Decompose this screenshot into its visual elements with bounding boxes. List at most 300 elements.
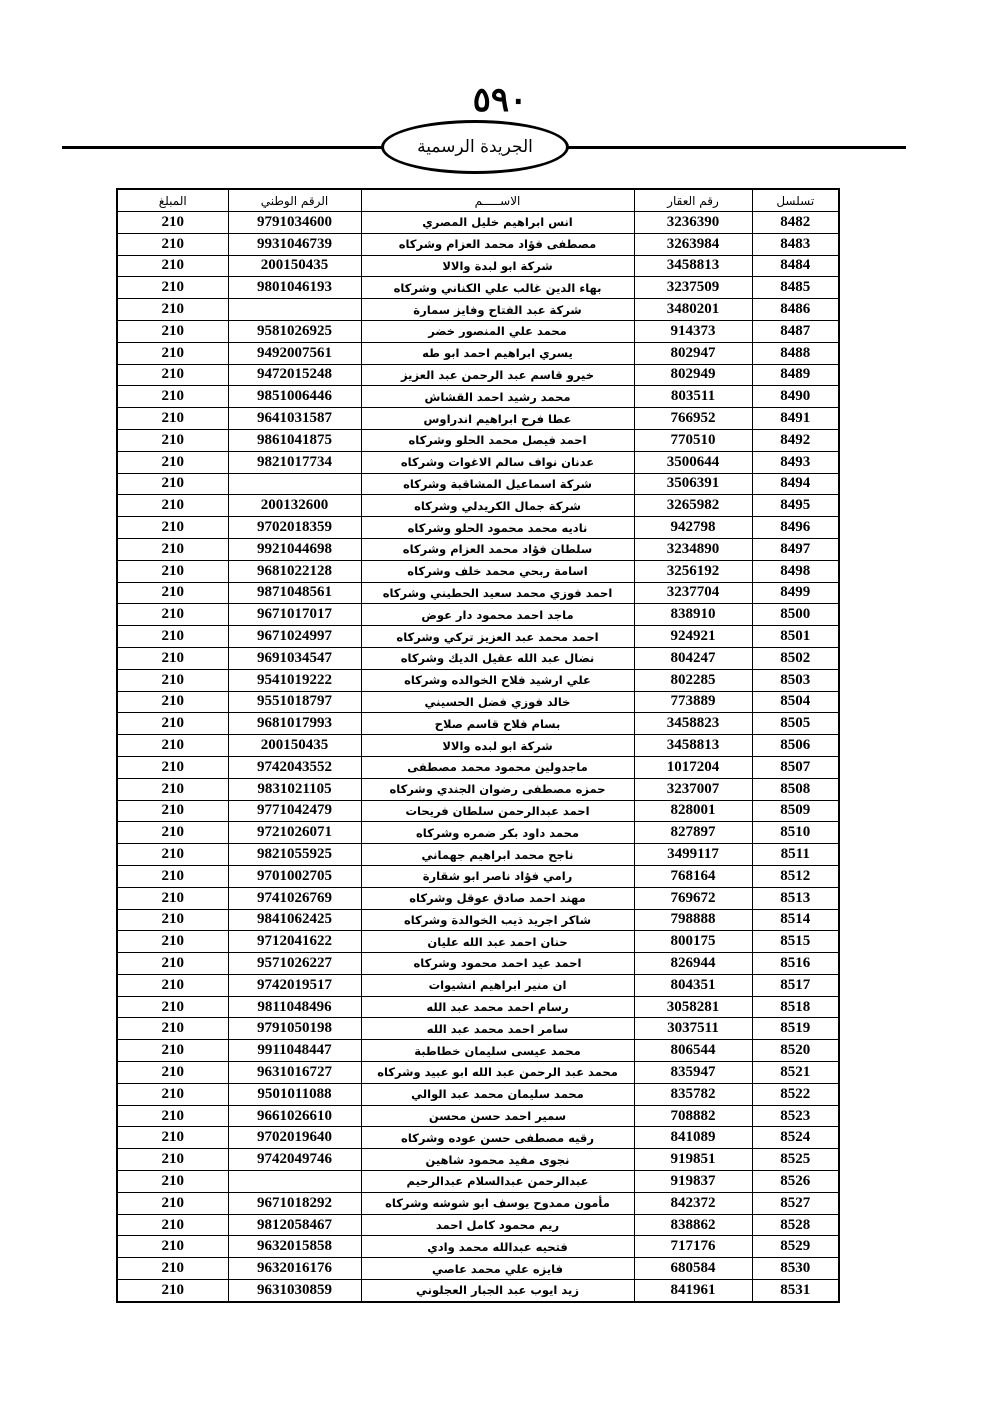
cell-amount: 210	[117, 778, 228, 800]
cell-name: شركة عبد الفتاح وفايز سمارة	[361, 299, 634, 321]
cell-amount: 210	[117, 887, 228, 909]
cell-name: فتحيه عبدالله محمد وادي	[361, 1236, 634, 1258]
publication-title	[381, 120, 569, 174]
cell-national-id: 9821055925	[228, 844, 361, 866]
table-row	[117, 582, 839, 604]
cell-property-no: 835947	[634, 1062, 752, 1084]
table-row	[117, 822, 839, 844]
cell-amount: 210	[117, 822, 228, 844]
cell-property-no: 3458813	[634, 255, 752, 277]
cell-amount: 210	[117, 1236, 228, 1258]
header-row	[117, 189, 839, 212]
cell-national-id: 9831021105	[228, 778, 361, 800]
cell-national-id: 9551018797	[228, 691, 361, 713]
cell-serial: 8493	[752, 451, 839, 473]
cell-name: احمد فوزي محمد سعيد الحطيني وشركاه	[361, 582, 634, 604]
cell-national-id: 9791050198	[228, 1018, 361, 1040]
cell-national-id: 9821017734	[228, 451, 361, 473]
cell-serial: 8486	[752, 299, 839, 321]
cell-amount: 210	[117, 1280, 228, 1302]
cell-property-no: 3058281	[634, 996, 752, 1018]
cell-national-id: 9742043552	[228, 756, 361, 778]
cell-serial: 8508	[752, 778, 839, 800]
cell-national-id: 200150435	[228, 735, 361, 757]
cell-serial: 8527	[752, 1192, 839, 1214]
cell-serial: 8512	[752, 865, 839, 887]
cell-serial: 8514	[752, 909, 839, 931]
cell-national-id: 9641031587	[228, 408, 361, 430]
cell-property-no: 800175	[634, 931, 752, 953]
cell-amount: 210	[117, 1018, 228, 1040]
cell-name: عدنان نواف سالم الاغوات وشركاه	[361, 451, 634, 473]
table-row	[117, 931, 839, 953]
cell-serial: 8490	[752, 386, 839, 408]
cell-amount: 210	[117, 1192, 228, 1214]
table-row	[117, 713, 839, 735]
cell-amount: 210	[117, 1171, 228, 1193]
cell-amount: 210	[117, 756, 228, 778]
cell-amount: 210	[117, 582, 228, 604]
cell-amount: 210	[117, 931, 228, 953]
cell-national-id: 9742049746	[228, 1149, 361, 1171]
cell-national-id: 9741026769	[228, 887, 361, 909]
cell-name: فايزه علي محمد عاصي	[361, 1258, 634, 1280]
cell-name: اسامة ربحي محمد خلف وشركاه	[361, 560, 634, 582]
cell-amount: 210	[117, 800, 228, 822]
header-serial: تسلسل	[752, 189, 839, 212]
header-name: الاســـــم	[361, 189, 634, 212]
publication-title-text: الجريدة الرسمية	[417, 137, 533, 157]
cell-name: بسام فلاح قاسم صلاح	[361, 713, 634, 735]
cell-name: خيرو قاسم عبد الرحمن عبد العزيز	[361, 364, 634, 386]
cell-name: احمد محمد عبد العزيز تركي وشركاه	[361, 626, 634, 648]
cell-amount: 210	[117, 277, 228, 299]
cell-property-no: 804247	[634, 647, 752, 669]
cell-name: زيد ايوب عبد الجبار العجلوني	[361, 1280, 634, 1302]
cell-name: مصطفى فؤاد محمد العزام وشركاه	[361, 233, 634, 255]
cell-amount: 210	[117, 212, 228, 234]
cell-amount: 210	[117, 1040, 228, 1062]
cell-property-no: 835782	[634, 1083, 752, 1105]
cell-national-id: 9811048496	[228, 996, 361, 1018]
cell-name: احمد عيد احمد محمود وشركاه	[361, 953, 634, 975]
cell-serial: 8494	[752, 473, 839, 495]
cell-serial: 8525	[752, 1149, 839, 1171]
table-row	[117, 669, 839, 691]
cell-amount: 210	[117, 1127, 228, 1149]
cell-national-id: 9742019517	[228, 974, 361, 996]
table-row	[117, 560, 839, 582]
cell-property-no: 766952	[634, 408, 752, 430]
cell-national-id: 9702018359	[228, 517, 361, 539]
cell-property-no: 3237509	[634, 277, 752, 299]
cell-serial: 8499	[752, 582, 839, 604]
cell-national-id: 9631030859	[228, 1280, 361, 1302]
cell-amount: 210	[117, 1214, 228, 1236]
table-row	[117, 1214, 839, 1236]
cell-serial: 8487	[752, 320, 839, 342]
cell-amount: 210	[117, 299, 228, 321]
cell-national-id: 200150435	[228, 255, 361, 277]
cell-serial: 8502	[752, 647, 839, 669]
cell-serial: 8496	[752, 517, 839, 539]
cell-serial: 8498	[752, 560, 839, 582]
cell-national-id: 9771042479	[228, 800, 361, 822]
cell-amount: 210	[117, 495, 228, 517]
cell-name: عطا فرح ابراهيم اندراوس	[361, 408, 634, 430]
cell-serial: 8492	[752, 429, 839, 451]
cell-amount: 210	[117, 735, 228, 757]
cell-national-id	[228, 473, 361, 495]
cell-name: شركة جمال الكريدلي وشركاه	[361, 495, 634, 517]
table-row	[117, 1236, 839, 1258]
cell-serial: 8485	[752, 277, 839, 299]
cell-national-id: 9861041875	[228, 429, 361, 451]
cell-property-no: 3234890	[634, 538, 752, 560]
cell-serial: 8488	[752, 342, 839, 364]
cell-name: بهاء الدين غالب علي الكناني وشركاه	[361, 277, 634, 299]
cell-national-id: 9791034600	[228, 212, 361, 234]
table-row	[117, 756, 839, 778]
table-row	[117, 364, 839, 386]
cell-property-no: 802285	[634, 669, 752, 691]
header-amount: المبلغ	[117, 189, 228, 212]
cell-amount: 210	[117, 953, 228, 975]
cell-name: يسري ابراهيم احمد ابو طه	[361, 342, 634, 364]
table-row	[117, 844, 839, 866]
cell-serial: 8530	[752, 1258, 839, 1280]
cell-national-id: 9571026227	[228, 953, 361, 975]
table-row	[117, 735, 839, 757]
cell-national-id: 9921044698	[228, 538, 361, 560]
cell-serial: 8517	[752, 974, 839, 996]
cell-name: محمد عيسى سليمان خطاطبة	[361, 1040, 634, 1062]
table-row	[117, 1127, 839, 1149]
cell-property-no: 914373	[634, 320, 752, 342]
cell-name: شركة ابو لبدة والالا	[361, 255, 634, 277]
cell-serial: 8518	[752, 996, 839, 1018]
cell-serial: 8529	[752, 1236, 839, 1258]
cell-amount: 210	[117, 320, 228, 342]
cell-national-id: 9691034547	[228, 647, 361, 669]
cell-amount: 210	[117, 865, 228, 887]
cell-amount: 210	[117, 1083, 228, 1105]
cell-name: نجوى مفيد محمود شاهين	[361, 1149, 634, 1171]
cell-name: رسام احمد محمد عبد الله	[361, 996, 634, 1018]
cell-national-id: 9801046193	[228, 277, 361, 299]
cell-serial: 8495	[752, 495, 839, 517]
cell-name: عبدالرحمن عبدالسلام عبدالرحيم	[361, 1171, 634, 1193]
cell-amount: 210	[117, 451, 228, 473]
cell-serial: 8483	[752, 233, 839, 255]
cell-property-no: 838910	[634, 604, 752, 626]
table-row	[117, 1149, 839, 1171]
cell-property-no: 708882	[634, 1105, 752, 1127]
cell-national-id: 9472015248	[228, 364, 361, 386]
cell-property-no: 3458813	[634, 735, 752, 757]
cell-national-id: 9671017017	[228, 604, 361, 626]
cell-serial: 8491	[752, 408, 839, 430]
table-row	[117, 538, 839, 560]
cell-national-id	[228, 1171, 361, 1193]
cell-property-no: 828001	[634, 800, 752, 822]
cell-name: احمد فيصل محمد الحلو وشركاه	[361, 429, 634, 451]
table-row	[117, 1192, 839, 1214]
cell-serial: 8528	[752, 1214, 839, 1236]
table-row	[117, 974, 839, 996]
cell-property-no: 798888	[634, 909, 752, 931]
cell-name: شركة اسماعيل المشاقبة وشركاه	[361, 473, 634, 495]
cell-amount: 210	[117, 408, 228, 430]
cell-amount: 210	[117, 604, 228, 626]
cell-serial: 8505	[752, 713, 839, 735]
cell-serial: 8489	[752, 364, 839, 386]
cell-property-no: 942798	[634, 517, 752, 539]
cell-national-id: 9661026610	[228, 1105, 361, 1127]
cell-name: محمد داود بكر ضمره وشركاه	[361, 822, 634, 844]
table-row	[117, 517, 839, 539]
header-property-no: رقم العقار	[634, 189, 752, 212]
cell-serial: 8504	[752, 691, 839, 713]
table-row	[117, 255, 839, 277]
cell-amount: 210	[117, 233, 228, 255]
cell-name: علي ارشيد فلاح الخوالده وشركاه	[361, 669, 634, 691]
table-row	[117, 1280, 839, 1302]
cell-serial: 8523	[752, 1105, 839, 1127]
cell-name: مهند احمد صادق عوقل وشركاه	[361, 887, 634, 909]
cell-amount: 210	[117, 1149, 228, 1171]
cell-amount: 210	[117, 996, 228, 1018]
cell-property-no: 1017204	[634, 756, 752, 778]
table-row	[117, 626, 839, 648]
cell-serial: 8509	[752, 800, 839, 822]
cell-amount: 210	[117, 386, 228, 408]
cell-national-id: 9712041622	[228, 931, 361, 953]
table-row	[117, 1018, 839, 1040]
cell-serial: 8510	[752, 822, 839, 844]
cell-national-id: 200132600	[228, 495, 361, 517]
cell-property-no: 841089	[634, 1127, 752, 1149]
cell-serial: 8516	[752, 953, 839, 975]
cell-name: ان منير ابراهيم انشيوات	[361, 974, 634, 996]
cell-national-id: 9671024997	[228, 626, 361, 648]
table-row	[117, 1062, 839, 1084]
cell-amount: 210	[117, 364, 228, 386]
header-national-id: الرقم الوطني	[228, 189, 361, 212]
cell-national-id: 9812058467	[228, 1214, 361, 1236]
cell-name: رقيه مصطفى حسن عوده وشركاه	[361, 1127, 634, 1149]
cell-name: شاكر اجريد ذيب الخوالدة وشركاه	[361, 909, 634, 931]
table-row	[117, 233, 839, 255]
cell-national-id: 9681022128	[228, 560, 361, 582]
cell-serial: 8522	[752, 1083, 839, 1105]
cell-name: محمد سليمان محمد عبد الوالي	[361, 1083, 634, 1105]
cell-property-no: 3236390	[634, 212, 752, 234]
cell-property-no: 3265982	[634, 495, 752, 517]
cell-national-id	[228, 299, 361, 321]
cell-serial: 8500	[752, 604, 839, 626]
cell-national-id: 9871048561	[228, 582, 361, 604]
cell-amount: 210	[117, 713, 228, 735]
table-row	[117, 953, 839, 975]
table-row	[117, 451, 839, 473]
cell-property-no: 842372	[634, 1192, 752, 1214]
cell-serial: 8526	[752, 1171, 839, 1193]
cell-national-id: 9492007561	[228, 342, 361, 364]
cell-serial: 8482	[752, 212, 839, 234]
table-row	[117, 473, 839, 495]
cell-property-no: 3480201	[634, 299, 752, 321]
cell-property-no: 838862	[634, 1214, 752, 1236]
cell-property-no: 827897	[634, 822, 752, 844]
cell-property-no: 802949	[634, 364, 752, 386]
cell-national-id: 9911048447	[228, 1040, 361, 1062]
table-row	[117, 800, 839, 822]
table-row	[117, 342, 839, 364]
table-row	[117, 778, 839, 800]
cell-property-no: 804351	[634, 974, 752, 996]
cell-national-id: 9931046739	[228, 233, 361, 255]
cell-national-id: 9632016176	[228, 1258, 361, 1280]
cell-amount: 210	[117, 844, 228, 866]
table-row	[117, 909, 839, 931]
cell-name: احمد عبدالرحمن سلطان فريحات	[361, 800, 634, 822]
table-row	[117, 1258, 839, 1280]
cell-amount: 210	[117, 909, 228, 931]
cell-amount: 210	[117, 1105, 228, 1127]
cell-serial: 8506	[752, 735, 839, 757]
cell-amount: 210	[117, 974, 228, 996]
page-number: ٥٩٠	[472, 80, 528, 120]
cell-name: ماجد احمد محمود دار عوض	[361, 604, 634, 626]
cell-amount: 210	[117, 647, 228, 669]
table-row	[117, 277, 839, 299]
table-row	[117, 691, 839, 713]
cell-name: حنان احمد عبد الله عليان	[361, 931, 634, 953]
cell-serial: 8484	[752, 255, 839, 277]
cell-name: نضال عبد الله عقيل الديك وشركاه	[361, 647, 634, 669]
cell-name: سامر احمد محمد عبد الله	[361, 1018, 634, 1040]
cell-name: خالد فوزي فضل الحسيني	[361, 691, 634, 713]
cell-national-id: 9841062425	[228, 909, 361, 931]
table-row	[117, 1105, 839, 1127]
cell-national-id: 9581026925	[228, 320, 361, 342]
table-row	[117, 647, 839, 669]
cell-name: انس ابراهيم خليل المصري	[361, 212, 634, 234]
cell-property-no: 3499117	[634, 844, 752, 866]
cell-name: محمد رشيد احمد القشاش	[361, 386, 634, 408]
cell-national-id: 9671018292	[228, 1192, 361, 1214]
cell-serial: 8501	[752, 626, 839, 648]
cell-property-no: 680584	[634, 1258, 752, 1280]
table-row	[117, 1171, 839, 1193]
cell-national-id: 9851006446	[228, 386, 361, 408]
cell-serial: 8520	[752, 1040, 839, 1062]
ledger-table	[116, 188, 840, 1303]
cell-national-id: 9721026071	[228, 822, 361, 844]
cell-amount: 210	[117, 517, 228, 539]
cell-name: ناجح محمد ابراهيم جهماني	[361, 844, 634, 866]
cell-property-no: 3037511	[634, 1018, 752, 1040]
cell-amount: 210	[117, 429, 228, 451]
cell-serial: 8513	[752, 887, 839, 909]
ledger-body	[117, 212, 839, 1302]
cell-name: مأمون ممدوح يوسف ابو شوشه وشركاه	[361, 1192, 634, 1214]
cell-national-id: 9702019640	[228, 1127, 361, 1149]
table-row	[117, 495, 839, 517]
cell-name: ماجدولين محمود محمد مصطفى	[361, 756, 634, 778]
cell-name: محمد علي المنصور خضر	[361, 320, 634, 342]
cell-amount: 210	[117, 342, 228, 364]
table-row	[117, 1040, 839, 1062]
table-row	[117, 865, 839, 887]
cell-name: شركة ابو لبده والالا	[361, 735, 634, 757]
cell-amount: 210	[117, 1258, 228, 1280]
cell-name: رامي فؤاد ناصر ابو شقارة	[361, 865, 634, 887]
cell-property-no: 919851	[634, 1149, 752, 1171]
cell-property-no: 768164	[634, 865, 752, 887]
cell-serial: 8503	[752, 669, 839, 691]
cell-amount: 210	[117, 1062, 228, 1084]
table-row	[117, 386, 839, 408]
cell-national-id: 9631016727	[228, 1062, 361, 1084]
cell-property-no: 919837	[634, 1171, 752, 1193]
cell-national-id: 9501011088	[228, 1083, 361, 1105]
cell-serial: 8511	[752, 844, 839, 866]
cell-national-id: 9701002705	[228, 865, 361, 887]
cell-amount: 210	[117, 255, 228, 277]
cell-property-no: 841961	[634, 1280, 752, 1302]
cell-national-id: 9541019222	[228, 669, 361, 691]
table-row	[117, 996, 839, 1018]
table-row	[117, 408, 839, 430]
cell-serial: 8521	[752, 1062, 839, 1084]
cell-amount: 210	[117, 626, 228, 648]
cell-name: حمزه مصطفى رضوان الجندي وشركاه	[361, 778, 634, 800]
cell-property-no: 3263984	[634, 233, 752, 255]
cell-amount: 210	[117, 473, 228, 495]
cell-name: ريم محمود كامل احمد	[361, 1214, 634, 1236]
cell-name: محمد عبد الرحمن عبد الله ابو عبيد وشركاه	[361, 1062, 634, 1084]
cell-property-no: 717176	[634, 1236, 752, 1258]
table-row	[117, 429, 839, 451]
cell-property-no: 924921	[634, 626, 752, 648]
cell-name: ناديه محمد محمود الحلو وشركاه	[361, 517, 634, 539]
cell-serial: 8531	[752, 1280, 839, 1302]
cell-property-no: 802947	[634, 342, 752, 364]
cell-amount: 210	[117, 669, 228, 691]
cell-amount: 210	[117, 560, 228, 582]
table-row	[117, 887, 839, 909]
cell-amount: 210	[117, 691, 228, 713]
table-row	[117, 320, 839, 342]
cell-property-no: 806544	[634, 1040, 752, 1062]
cell-name: سلطان فؤاد محمد العزام وشركاه	[361, 538, 634, 560]
cell-property-no: 3237007	[634, 778, 752, 800]
cell-property-no: 3500644	[634, 451, 752, 473]
cell-serial: 8507	[752, 756, 839, 778]
table-row	[117, 212, 839, 234]
cell-property-no: 803511	[634, 386, 752, 408]
table-row	[117, 604, 839, 626]
cell-serial: 8519	[752, 1018, 839, 1040]
cell-property-no: 770510	[634, 429, 752, 451]
cell-amount: 210	[117, 538, 228, 560]
cell-property-no: 3458823	[634, 713, 752, 735]
cell-national-id: 9632015858	[228, 1236, 361, 1258]
cell-serial: 8497	[752, 538, 839, 560]
cell-serial: 8524	[752, 1127, 839, 1149]
